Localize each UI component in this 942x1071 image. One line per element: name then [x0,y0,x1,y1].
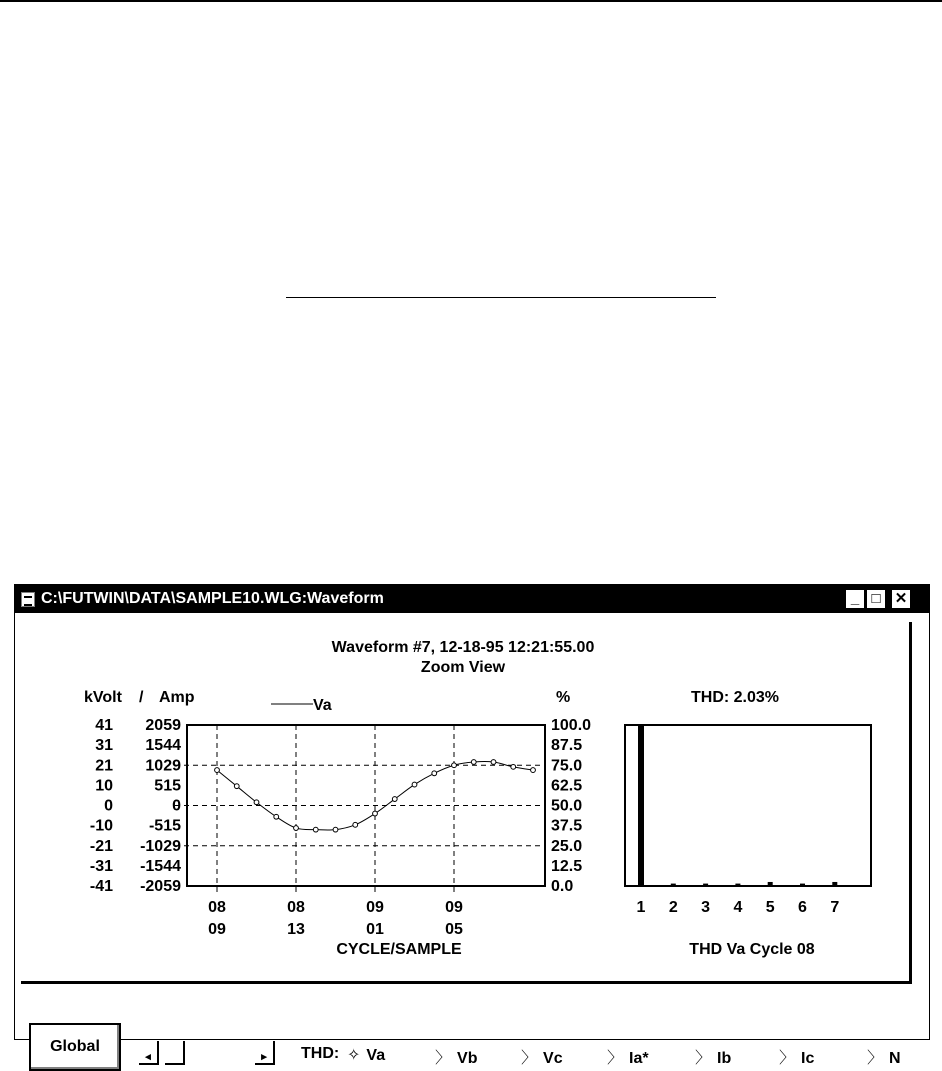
top-rule [0,0,942,2]
thd-harmonic-label: 7 [830,899,840,916]
waveform-window [14,584,930,1067]
amp-tick-label: -1029 [140,837,181,855]
app-icon[interactable] [21,592,35,607]
data-point-va [432,771,437,776]
x-tick-sample-label: 13 [287,921,305,938]
axis-separator: / [139,689,144,706]
percent-tick-label: 87.5 [551,737,583,755]
thd-title: THD: 2.03% [690,689,780,706]
data-point-va [491,760,496,765]
waveform-chart [15,613,909,981]
amp-tick-label: 2059 [145,717,181,734]
kvolt-tick-label: 21 [95,757,113,775]
channel-label: Ib [717,1050,732,1067]
data-point-va [274,814,279,819]
scroll-track-button[interactable] [165,1041,185,1065]
data-point-va [373,811,378,816]
thd-harmonic-label: 2 [668,899,678,916]
percent-tick-label: 0.0 [551,878,574,895]
amp-tick-label: -2059 [140,878,181,895]
x-axis-label: CYCLE/SAMPLE [336,941,462,958]
vertical-scrollbar[interactable] [909,622,912,982]
x-tick-sample-label: 09 [208,921,226,938]
percent-tick-label: 12.5 [551,857,583,875]
x-tick-cycle-label: 08 [287,899,305,916]
percent-tick-label: 62.5 [551,777,583,795]
thd-harmonic-label: 1 [636,899,646,916]
data-point-va [412,782,417,787]
x-tick-sample-label: 05 [445,921,463,938]
chart-subtitle: Zoom View [420,659,506,676]
data-point-va [392,797,397,802]
thd-caption: THD Va Cycle 08 [689,941,815,958]
thd-harmonic-label: 6 [798,899,807,916]
maximize-button[interactable]: □ [866,589,886,609]
global-button[interactable]: Global [29,1023,121,1071]
channel-label: Vb [457,1050,478,1067]
data-point-va [294,826,299,831]
radio-unselected-icon: 〉 [695,1050,712,1067]
thd-bar [735,884,740,886]
thd-bar [671,884,676,886]
x-tick-cycle-label: 09 [445,899,463,916]
plot-area [15,613,909,981]
kvolt-tick-label: 41 [95,717,113,734]
kvolt-tick-label: 0 [104,797,113,815]
title-bar[interactable] [15,585,929,613]
thd-harmonic-label: 4 [733,899,743,916]
percent-tick-label: 37.5 [551,817,583,835]
window-title: C:\FUTWIN\DATA\SAMPLE10.WLG:Waveform [41,590,384,607]
channel-label: Ia* [629,1050,649,1067]
thd-harmonic-label: 3 [701,899,711,916]
kvolt-tick-label: -10 [89,817,113,835]
minimize-button[interactable]: _ [845,589,865,609]
data-point-va [333,827,338,832]
thd-plot-frame [625,725,871,886]
thd-harmonic-label: 5 [765,899,775,916]
channel-option-ia-star[interactable] [607,1045,649,1068]
channel-option-va[interactable] [347,1045,385,1065]
channel-label: Va [366,1047,386,1064]
kvolt-tick-label: -21 [89,837,113,855]
channel-label: Ic [801,1050,815,1067]
channel-option-ic[interactable] [779,1045,814,1068]
radio-unselected-icon: 〉 [867,1050,884,1067]
x-tick-cycle-label: 09 [366,899,384,916]
data-point-va [234,784,239,789]
thd-bar [768,882,773,886]
scroll-left-button[interactable]: ◂ [139,1041,159,1065]
radio-unselected-icon: 〉 [779,1050,796,1067]
amp-tick-label: -515 [148,817,181,835]
thd-bar [832,882,837,886]
data-point-va [511,764,516,769]
channel-option-ib[interactable] [695,1045,731,1068]
data-point-va [254,800,259,805]
thd-bar [638,725,644,886]
toolbar [15,983,929,1067]
kvolt-tick-label: -31 [89,857,113,875]
percent-axis-label: % [556,689,571,706]
data-point-va [313,827,318,832]
amp-tick-label: -1544 [140,857,181,875]
radio-unselected-icon: 〉 [521,1050,538,1067]
data-point-va [452,763,457,768]
radio-unselected-icon: 〉 [435,1050,452,1067]
data-point-va [531,768,536,773]
kvolt-tick-label: 10 [95,777,113,795]
radio-selected-icon: ✧ [347,1047,361,1064]
channel-option-n[interactable] [867,1045,901,1068]
percent-tick-label: 25.0 [551,837,583,855]
close-button[interactable]: ✕ [891,589,911,609]
legend-label-va: Va [313,697,332,714]
kvolt-tick-label: 31 [95,737,113,755]
data-point-va [353,822,358,827]
kvolt-axis-label: kVolt [84,689,122,706]
thd-bar [800,884,805,886]
channel-label: Vc [543,1050,563,1067]
amp-tick-label: 1029 [145,757,181,775]
x-tick-sample-label: 01 [366,921,384,938]
amp-tick-label: 1544 [145,737,181,755]
channel-label: N [889,1050,901,1067]
channel-option-vb[interactable] [435,1045,477,1068]
kvolt-tick-label: -41 [89,878,113,895]
amp-tick-label: 515 [154,777,181,795]
amp-axis-label: Amp [159,689,195,706]
channel-option-vc[interactable] [521,1045,563,1068]
thd-bar [703,884,708,886]
percent-tick-label: 75.0 [551,757,583,775]
scroll-right-button[interactable]: ▸ [255,1041,275,1065]
thd-selector-label: THD: [301,1045,340,1062]
separator-line [286,297,716,298]
percent-tick-label: 50.0 [551,797,583,815]
radio-unselected-icon: 〉 [607,1050,624,1067]
data-point-va [471,760,476,765]
x-tick-cycle-label: 08 [208,899,226,916]
data-point-va [215,768,220,773]
chart-title: Waveform #7, 12-18-95 12:21:55.00 [331,639,595,656]
percent-tick-label: 100.0 [551,717,592,734]
amp-tick-label: 0 [172,797,181,815]
